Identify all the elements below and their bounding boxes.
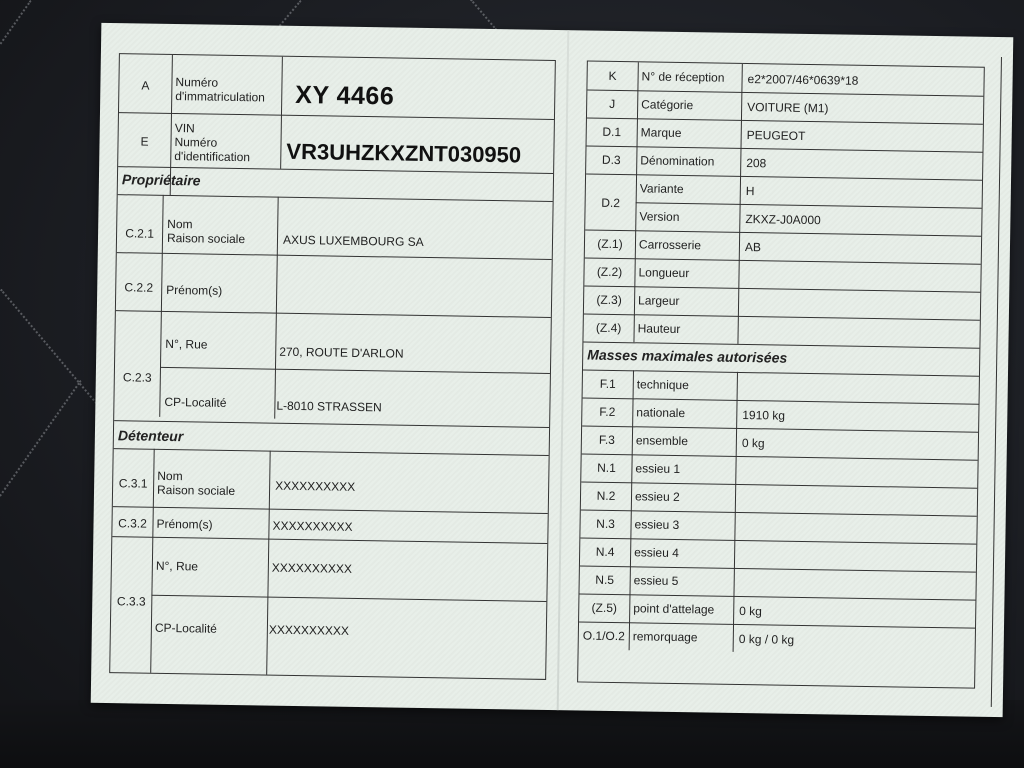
field-code: N.2 [596, 488, 616, 504]
field-value: 1910 kg [742, 407, 786, 423]
field-code: (Z.4) [595, 320, 622, 336]
field-label-e: VIN [174, 121, 195, 136]
field-code-c33: C.3.3 [116, 594, 146, 609]
owner-name-value: AXUS LUXEMBOURG SA [282, 232, 424, 249]
field-label-a: Numéro [175, 75, 219, 90]
field-value: VOITURE (M1) [747, 100, 829, 116]
field-label-c31: Nom [157, 468, 183, 484]
field-label-a: d'immatriculation [175, 89, 266, 105]
registration-number: XY 4466 [295, 80, 395, 111]
field-label: essieu 2 [634, 489, 680, 505]
owner-section-title: Propriétaire [121, 171, 201, 189]
holder-firstname-value: XXXXXXXXXX [272, 518, 353, 534]
field-code-c21: C.2.1 [125, 226, 155, 241]
field-code: F.2 [599, 404, 616, 419]
field-label: Longueur [638, 265, 690, 281]
field-code-e: E [140, 134, 149, 149]
field-label-e: d'identification [174, 149, 251, 165]
field-code: F.3 [598, 432, 616, 447]
field-label: ensemble [635, 433, 689, 449]
field-label: Dénomination [640, 153, 715, 169]
field-label: Catégorie [641, 97, 694, 113]
field-label: essieu 3 [634, 517, 680, 533]
owner-city-value: L-8010 STRASSEN [276, 398, 382, 415]
field-code: N.5 [595, 572, 615, 587]
field-value: e2*2007/46*0639*18 [747, 72, 859, 88]
vin-number: VR3UHZKXZNT030950 [286, 138, 522, 168]
field-code: (Z.5) [591, 600, 618, 616]
field-label-c22: Prénom(s) [166, 282, 223, 298]
field-label: essieu 1 [635, 461, 681, 477]
field-value: 208 [746, 156, 767, 171]
registration-card [91, 23, 1014, 717]
right-panel [577, 61, 985, 689]
field-code-d2: D.2 [601, 195, 621, 211]
field-value: AB [744, 240, 762, 255]
field-label-e: Numéro [174, 135, 218, 150]
field-label-c21: Nom [167, 216, 193, 232]
seat-stitch [0, 0, 32, 132]
owner-street-value: 270, ROUTE D'ARLON [279, 344, 404, 361]
card-fold [557, 30, 570, 710]
holder-section-title: Détenteur [117, 427, 184, 445]
field-value: PEUGEOT [746, 128, 806, 143]
field-label: point d'attelage [633, 601, 715, 617]
field-label: remorquage [632, 629, 698, 645]
field-label: technique [636, 377, 689, 393]
field-label-version: Version [639, 209, 680, 224]
field-code: J [609, 96, 616, 111]
field-label-c31: Raison sociale [156, 482, 236, 499]
field-value: 0 kg [739, 603, 763, 619]
left-panel [109, 53, 556, 680]
next-page-edge [991, 57, 1012, 707]
field-label-c32: Prénom(s) [156, 516, 213, 532]
field-label-c23-city: CP-Localité [164, 394, 227, 410]
field-label-c21: Raison sociale [166, 230, 246, 247]
field-label-c33-city: CP-Localité [154, 620, 218, 636]
field-label-c23-street: N°, Rue [165, 336, 208, 352]
field-code: N.3 [596, 516, 616, 532]
field-code-c22: C.2.2 [124, 280, 154, 295]
field-label-c33-street: N°, Rue [155, 558, 199, 574]
field-code: D.1 [602, 124, 622, 140]
field-label: Largeur [637, 293, 680, 308]
field-code: D.3 [601, 152, 621, 168]
field-code: N.4 [595, 544, 615, 560]
field-code: F.1 [599, 376, 616, 392]
field-label: Marque [640, 125, 682, 141]
field-code-c23: C.2.3 [122, 370, 152, 385]
field-label-variant: Variante [639, 181, 684, 197]
version-value: ZKXZ-J0A000 [745, 212, 821, 228]
field-code: K [608, 68, 617, 83]
holder-street-value: XXXXXXXXXX [271, 560, 353, 576]
field-value: 0 kg / 0 kg [738, 631, 795, 647]
field-code: (Z.3) [596, 292, 622, 308]
field-code-c32: C.3.2 [118, 516, 147, 531]
variant-value: H [745, 184, 755, 199]
field-code: (Z.2) [596, 264, 623, 280]
mass-section-title: Masses maximales autorisées [587, 346, 788, 366]
field-code-c31: C.3.1 [118, 476, 148, 491]
field-code: O.1/O.2 [582, 628, 625, 644]
field-code: (Z.1) [597, 236, 623, 252]
holder-city-value: XXXXXXXXXX [268, 622, 350, 638]
field-label: essieu 4 [634, 545, 679, 561]
field-value: 0 kg [741, 435, 765, 451]
field-label: Carrosserie [638, 237, 702, 253]
field-code-a: A [141, 78, 150, 93]
seat-stitch [0, 380, 82, 512]
field-label: essieu 5 [633, 573, 679, 589]
seat-stitch [470, 0, 497, 31]
holder-name-value: XXXXXXXXXX [275, 478, 356, 494]
field-label: N° de réception [641, 69, 725, 85]
field-label: nationale [636, 405, 686, 421]
field-label: Hauteur [637, 321, 681, 337]
field-code: N.1 [597, 460, 616, 476]
